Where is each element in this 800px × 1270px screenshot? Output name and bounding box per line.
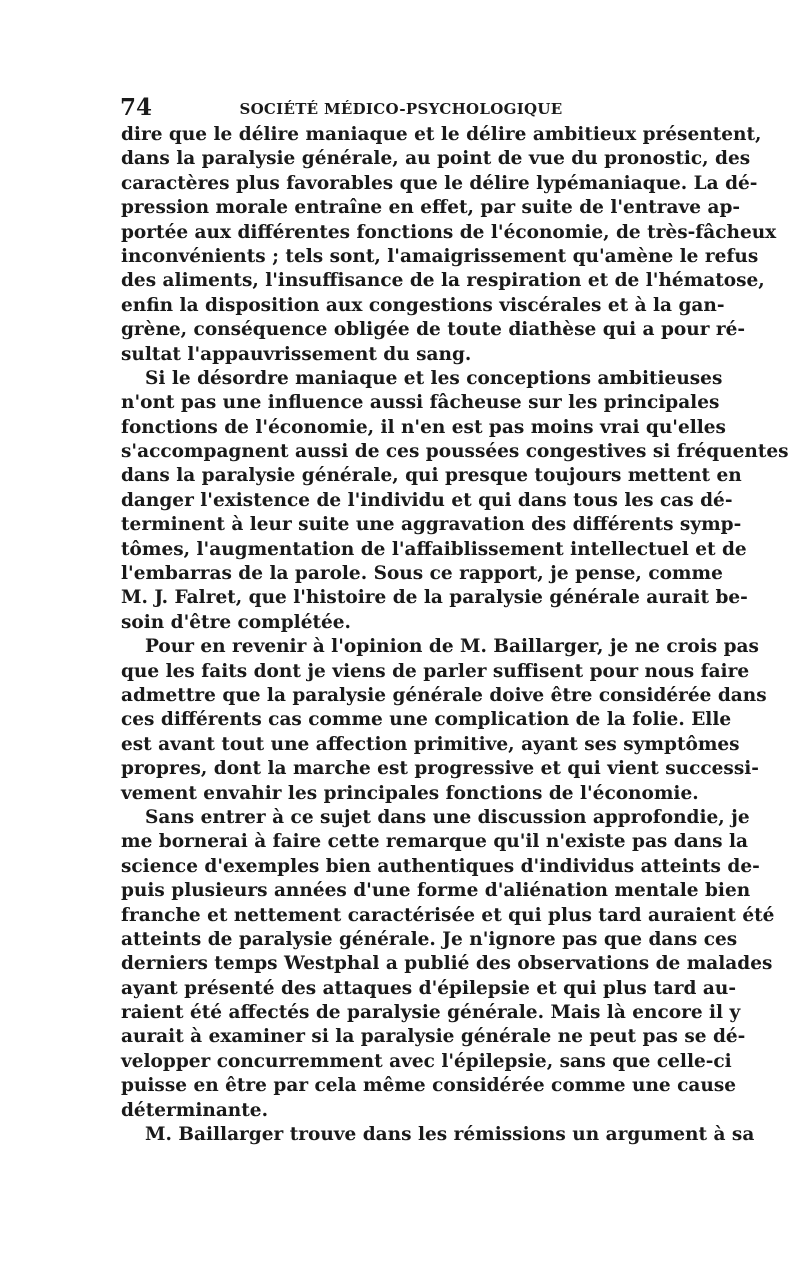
text-line: science d'exemples bien authentiques d'individus atteints de- [121,855,760,877]
text-line: puisse en être par cela même considérée comme une cause [121,1075,737,1097]
text-line: admettre que la paralysie générale doive être considérée dans [121,684,767,706]
paragraph-first-line: Pour en revenir à l'opinion de M. Baillarger, je ne crois pas [145,636,759,658]
body-text [121,123,789,1147]
running-title: SOCIÉTÉ MÉDICO-PSYCHOLOGIQUE [239,100,563,118]
text-line: déterminante. [121,1099,269,1121]
page-number: 74 [120,94,153,121]
text-line: des aliments, l'insuffisance de la respiration et de l'hématose, [121,270,765,292]
text-line: M. J. Falret, que l'histoire de la paralysie générale aurait be- [121,587,748,609]
text-line: dans la paralysie générale, qui presque toujours mettent en [121,465,742,487]
text-line: me bornerai à faire cette remarque qu'il n'existe pas dans la [121,831,749,853]
text-line: danger l'existence de l'individu et qui dans tous les cas dé- [121,489,733,511]
text-line: sultat l'appauvrissement du sang. [121,343,472,365]
text-line: que les faits dont je viens de parler suffisent pour nous faire [121,660,750,682]
text-line: l'embarras de la parole. Sous ce rapport, je pense, comme [121,563,723,585]
text-line: propres, dont la marche est progressive et qui vient successi- [121,758,759,780]
text-line: franche et nettement caractérisée et qui plus tard auraient été [121,904,775,926]
text-line: ayant présenté des attaques d'épilepsie et qui plus tard au- [121,977,737,999]
text-line: velopper concurremment avec l'épilepsie, sans que celle-ci [121,1050,732,1072]
text-line: atteints de paralysie générale. Je n'ignore pas que dans ces [121,928,738,950]
text-line: est avant tout une affection primitive, ayant ses symptômes [121,733,740,755]
text-line: derniers temps Westphal a publié des observations de malades [121,953,773,975]
page-header [120,94,682,122]
text-line: caractères plus favorables que le délire lypémaniaque. La dé- [121,172,758,194]
paragraph-first-line: M. Baillarger trouve dans les rémissions un argument à sa [145,1124,755,1146]
text-line: aurait à examiner si la paralysie générale ne peut pas se dé- [121,1026,746,1048]
text-line: inconvénients ; tels sont, l'amaigrissement qu'amène le refus [121,245,759,267]
text-line: n'ont pas une influence aussi fâcheuse sur les principales [121,392,720,414]
text-line: portée aux différentes fonctions de l'économie, de très-fâcheux [121,221,777,243]
text-line: vement envahir les principales fonctions de l'économie. [121,782,699,804]
text-line: s'accompagnent aussi de ces poussées congestives si fréquentes [121,441,789,463]
text-line: ces différents cas comme une complication de la folie. Elle [121,709,732,731]
text-line: raient été affectés de paralysie générale. Mais là encore il y [121,1002,741,1024]
text-line: terminent à leur suite une aggravation des différents symp- [121,514,742,536]
text-line: pression morale entraîne en effet, par suite de l'entrave ap- [121,197,741,219]
text-line: soin d'être complétée. [121,611,351,633]
text-line: grène, conséquence obligée de toute diathèse qui a pour ré- [121,319,746,341]
text-line: enfin la disposition aux congestions viscérales et à la gan- [121,294,725,316]
text-line: dire que le délire maniaque et le délire ambitieux présentent, [121,124,762,145]
paragraph-first-line: Si le désordre maniaque et les conceptions ambitieuses [145,367,723,389]
paragraph-first-line: Sans entrer à ce sujet dans une discussion approfondie, je [145,806,750,828]
text-line: dans la paralysie générale, au point de vue du pronostic, des [121,148,751,170]
text-line: tômes, l'augmentation de l'affaiblissement intellectuel et de [121,538,747,560]
text-line: fonctions de l'économie, il n'en est pas moins vrai qu'elles [121,416,726,438]
text-line: puis plusieurs années d'une forme d'aliénation mentale bien [121,880,751,902]
